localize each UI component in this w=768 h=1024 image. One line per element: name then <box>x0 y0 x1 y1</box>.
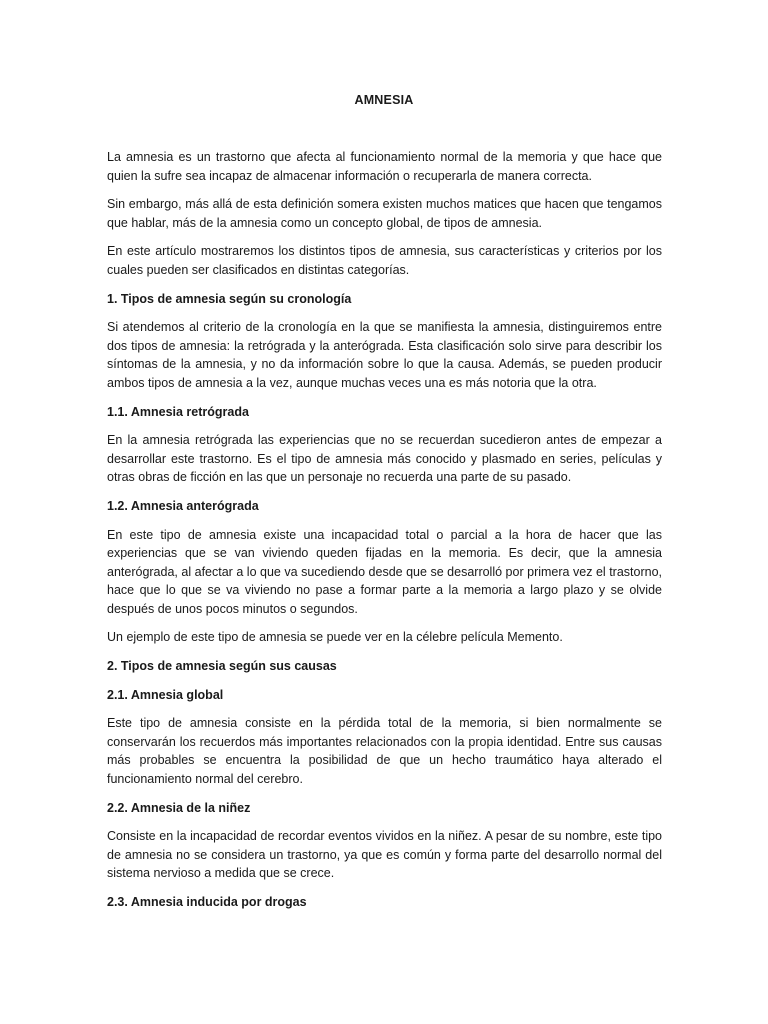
section-heading-causes: 2. Tipos de amnesia según sus causas <box>107 659 337 674</box>
paragraph: Este tipo de amnesia consiste en la pérdida total de la memoria, si bien normalmente se conservarán los recuerdos más importantes relacionados con la propia identidad. Entre sus causas más probables se encuentra la posibilidad de que un hecho traumático haya alterado el funcionamiento normal del cerebro. <box>107 716 662 787</box>
document-title: AMNESIA <box>354 93 414 107</box>
section-heading-chronology: 1. Tipos de amnesia según su cronología <box>107 291 352 306</box>
subsection-heading-anterograde: 1.2. Amnesia anterógrada <box>107 498 259 513</box>
subsection-heading-drug-induced: 2.3. Amnesia inducida por drogas <box>107 895 307 909</box>
subsection-heading-childhood: 2.2. Amnesia de la niñez <box>107 800 251 815</box>
paragraph: En este tipo de amnesia existe una incapacidad total o parcial a la hora de hacer que las experiencias que se van viviendo queden fijadas en la memoria. Es decir, que la amnesia anterógrada, al afectar a lo que va sucediendo desde que se desarrolló por primera vez el trastorno, hace que lo que se va viviendo no pase a formar parte a la memoria a largo plazo y se olvide después de unos pocos minutos o segundos. <box>107 527 662 616</box>
intro-paragraph: La amnesia es un trastorno que afecta al funcionamiento normal de la memoria y que hace que quien la sufre sea incapaz de almacenar información o recuperarla de manera correcta. <box>107 150 662 183</box>
paragraph: En la amnesia retrógrada las experiencias que no se recuerdan sucedieron antes de empezar a desarrollar este trastorno. Es el tipo de amnesia más conocido y plasmado en series, películas y otras obras de ficción en las que un personaje no recuerda una parte de su pasado. <box>107 433 662 485</box>
paragraph: Si atendemos al criterio de la cronología en la que se manifiesta la amnesia, distinguiremos entre dos tipos de amnesia: la retrógrada y la anterógrada. Esta clasificación solo sirve para describir los síntomas de la amnesia, y no da información sobre lo que la causa. Además, se pueden producir ambos tipos de amnesia a la vez, aunque muchas veces una es más notoria que la otra. <box>107 320 662 390</box>
paragraph: Sin embargo, más allá de esta definición somera existen muchos matices que hacen que tengamos que hablar, más de la amnesia como un concepto global, de tipos de amnesia. <box>107 197 662 230</box>
subsection-heading-global: 2.1. Amnesia global <box>107 687 224 702</box>
paragraph: Consiste en la incapacidad de recordar eventos vividos en la niñez. A pesar de su nombre, este tipo de amnesia no se considera un trastorno, ya que es común y forma parte del desarrollo normal del sistema nervioso a medida que se crece. <box>107 829 662 881</box>
subsection-heading-retrograde: 1.1. Amnesia retrógrada <box>107 404 249 419</box>
paragraph: En este artículo mostraremos los distintos tipos de amnesia, sus características y criterios por los cuales pueden ser clasificados en distintas categorías. <box>107 244 662 277</box>
paragraph: Un ejemplo de este tipo de amnesia se puede ver en la célebre película Memento. <box>107 630 563 645</box>
document-body <box>107 148 662 922</box>
